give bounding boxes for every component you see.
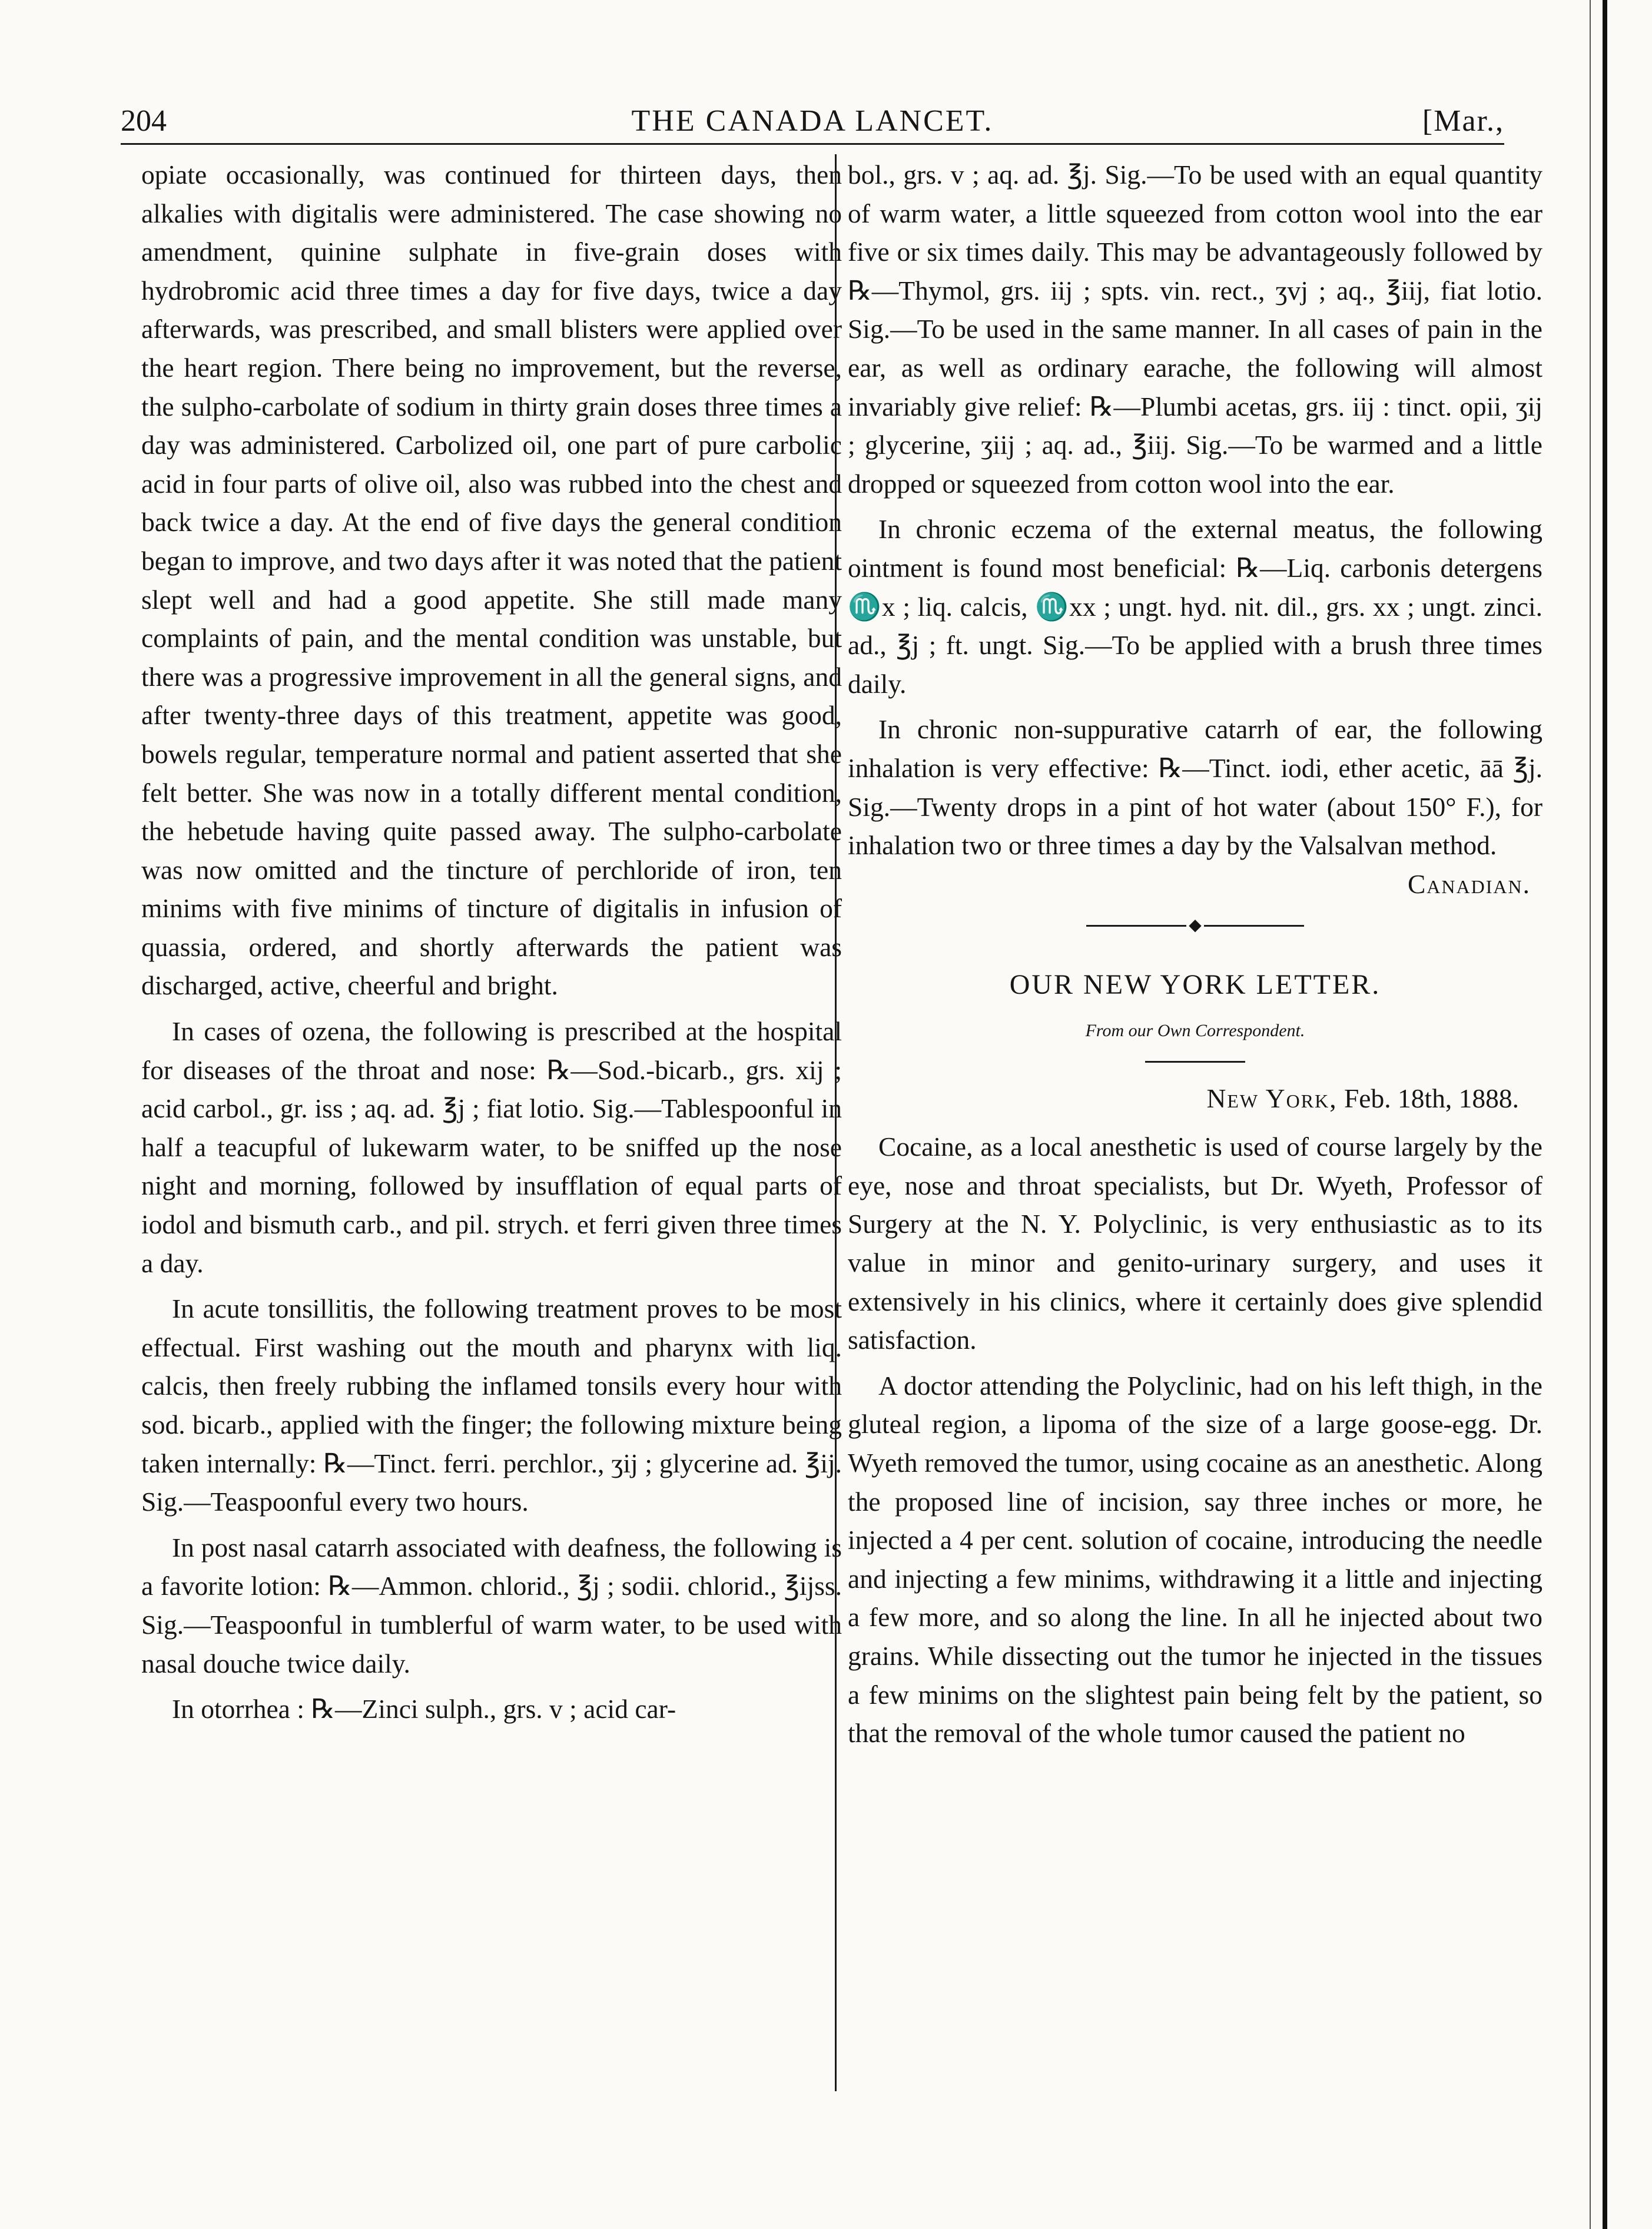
signature: Canadian. (1407, 868, 1531, 899)
paragraph: In cases of ozena, the following is prescribed at the hospital for diseases of the throat and nose: ℞—Sod.-bicarb., grs. xij ; acid carbol., gr. iss ; aq. ad. ℥j ; fiat lotio. Sig.—Tablespoonful in half a teacupful of lukewarm water, to be sniffed up the nose night and morning, followed by insufflation of equal parts of iodol and bismuth carb., and pil. strych. et ferri given three times a day. (141, 1016, 842, 1278)
page-edge-bar (1603, 0, 1607, 2229)
ornament-rule-left (1086, 925, 1186, 927)
section-ornament (848, 907, 1542, 944)
dateline-city: New York, (1206, 1083, 1338, 1114)
paragraph: In otorrhea : ℞—Zinci sulph., grs. v ; acid car- (172, 1694, 676, 1724)
journal-title: THE CANADA LANCET. (631, 104, 994, 138)
paragraph: A doctor attending the Polyclinic, had on his left thigh, in the gluteal region, a lipoma of the size of a large goose-egg. Dr. Wyeth removed the tumor, using cocaine as an anesthetic. Along the proposed line of incision, say three inches or more, he injected a 4 per cent. solution of cocaine, introducing the needle and injecting a few minims, withdrawing it a little and injecting a few more, and so along the line. In all he injected about two grains. While dissecting out the tumor he injected in the tissues a few minims on the slightest pain being felt by the patient, so that the removal of the whole tumor caused the patient no (848, 1370, 1542, 1749)
byline-rule (1145, 1061, 1245, 1063)
dateline-date: Feb. 18th, 1888. (1344, 1083, 1519, 1114)
paragraph: opiate occasionally, was continued for thirteen days, then alkalies with digitalis were administered. The case showing no amendment, quinine sulphate in five-grain doses with hydrobromic acid three times a day for five days, twice a day afterwards, was prescribed, and small blisters were applied over the heart region. There being no improvement, but the reverse, the sulpho-carbolate of sodium in thirty grain doses three times a day was administered. Carbolized oil, one part of pure carbolic acid in four parts of olive oil, also was rubbed into the chest and back twice a day. At the end of five days the general condition began to improve, and two days after it was noted that the patient slept well and had a good appetite. She still made many complaints of pain, and the mental condition was unstable, but there was a progressive improvement in all the general signs, and after twenty-three days of this treatment, appetite was good, bowels regular, temperature normal and patient asserted that she felt better. She was now in a totally different mental condition, the hebetude having quite passed away. The sulpho-carbolate was now omitted and the tincture of perchloride of iron, ten minims with five minims of tincture of digitalis in infusion of quassia, ordered, and shortly afterwards the patient was discharged, active, cheerful and bright. (141, 160, 842, 1001)
letter-title: OUR NEW YORK LETTER. (1009, 969, 1381, 1001)
header-rule (121, 143, 1504, 145)
paragraph: In acute tonsillitis, the following treatment proves to be most effectual. First washing out the mouth and pharynx with liq. calcis, then freely rubbing the inflamed tonsils every hour with sod. bicarb., applied with the finger; the following mixture being taken internally: ℞—Tinct. ferri. perchlor., ʒij ; glycerine ad. ℥ij. Sig.—Teaspoonful every two hours. (141, 1293, 842, 1517)
ornament-rule-right (1204, 925, 1304, 927)
left-column (141, 155, 842, 2098)
paragraph: Cocaine, as a local anesthetic is used of course largely by the eye, nose and throat specialists, but Dr. Wyeth, Professor of Surgery at the N. Y. Polyclinic, is very enthusiastic as to its value in minor and genito-urinary surgery, and uses it extensively in his clinics, where it certainly does give splendid satisfaction. (848, 1132, 1542, 1355)
paragraph: bol., grs. v ; aq. ad. ℥j. Sig.—To be used with an equal quantity of warm water, a little squeezed from cotton wool into the ear five or six times daily. This may be advantageously followed by ℞—Thymol, grs. iij ; spts. vin. rect., ʒvj ; aq., ℥iij, fiat lotio. Sig.—To be used in the same manner. In all cases of pain in the ear, as well as ordinary earache, the following will almost invariably give relief: ℞—Plumbi acetas, grs. iij : tinct. opii, ʒij ; glycerine, ʒiij ; aq. ad., ℥iij. Sig.—To be warmed and a little dropped or squeezed from cotton wool into the ear. (848, 160, 1542, 499)
page-number: 204 (121, 104, 167, 138)
ornament-diamond-icon: ◆ (1189, 916, 1202, 935)
issue-month: [Mar., (1422, 104, 1504, 138)
paragraph: In post nasal catarrh associated with deafness, the following is a favorite lotion: ℞—Ammon. chlorid., ℥j ; sodii. chlorid., ℥ijss. Sig.—Teaspoonful in tumblerful of warm water, to be used with nasal douche twice daily. (141, 1532, 842, 1679)
page-edge-thin-rule (1590, 0, 1591, 2229)
dateline (848, 1078, 1519, 1119)
page-header (121, 99, 1504, 145)
paragraph: In chronic eczema of the external meatus, the following ointment is found most beneficial: ℞—Liq. carbonis detergens ♏x ; liq. calcis, ♏xx ; ungt. hyd. nit. dil., grs. xx ; ungt. zinci. ad., ℥j ; ft. ungt. Sig.—To be applied with a brush three times daily. (848, 514, 1542, 699)
right-column (848, 155, 1542, 2098)
paragraph: In chronic non-suppurative catarrh of ear, the following inhalation is very effective: ℞—Tinct. iodi, ether acetic, āā ℥j. Sig.—Twenty drops in a pint of hot water (about 150° F.), for inhalation two or three times a day by the Valsalvan method. (848, 714, 1542, 861)
byline: From our Own Correspondent. (1085, 1021, 1305, 1041)
